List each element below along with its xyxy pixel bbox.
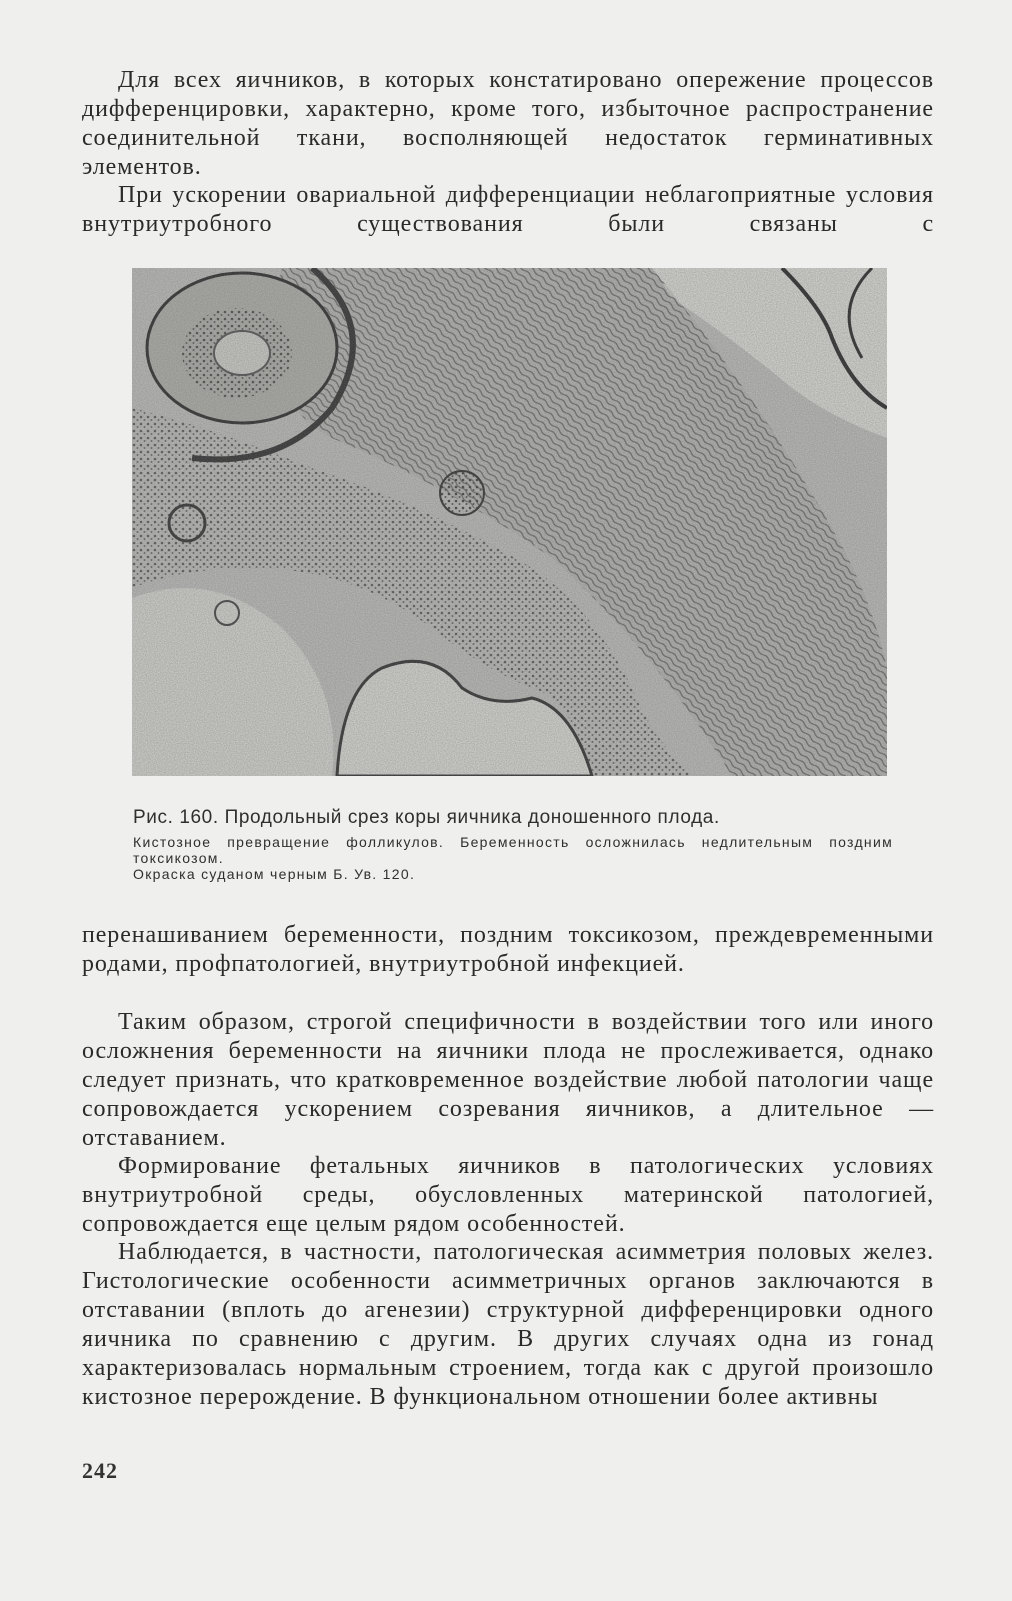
micrograph-image	[132, 268, 887, 776]
paragraph-3: перенашиванием беременности, поздним токсикозом, преждевременными родами, профпатологией, внутриутробной инфекцией.	[82, 922, 934, 977]
paragraph-2: При ускорении овариальной дифференциации неблагоприятные условия внутриутробного существования были связаны с	[82, 182, 934, 237]
paragraph-1: Для всех яичников, в которых констатировано опережение процессов дифференцировки, характерно, кроме того, избыточное распространение соединительной ткани, восполняющей недостаток герминативных элементов.	[82, 67, 934, 180]
caption-description: Кистозное превращение фолликулов. Беременность осложнилась недлительным поздним токсикозом.	[133, 834, 893, 866]
page-number: 242	[82, 1458, 118, 1483]
caption-title: Рис. 160. Продольный срез коры яичника доношенного плода.	[133, 807, 720, 828]
paragraph-5: Формирование фетальных яичников в патологических условиях внутриутробной среды, обусловленных материнской патологией, сопровождается еще целым рядом особенностей.	[82, 1153, 934, 1237]
paragraph-4: Таким образом, строгой специфичности в воздействии того или иного осложнения беременности на яичники плода не прослеживается, однако следует признать, что кратковременное воздействие любой патологии чаще сопровождается ускорением созревания яичников, а длительное — отставанием.	[82, 1009, 934, 1151]
caption-stain: Окраска суданом черным Б. Ув. 120.	[133, 866, 416, 882]
figure-micrograph	[132, 268, 887, 776]
figure-caption	[133, 806, 893, 882]
paragraph-6: Наблюдается, в частности, патологическая асимметрия половых желез. Гистологические особенности асимметричных органов заключаются в отставании (вплоть до агенезии) структурной дифференцировки одного яичника по сравнению с другим. В других случаях одна из гонад характеризовалась нормальным строением, тогда как с другой произошло кистозное перерождение. В функциональном отношении более активны	[82, 1239, 934, 1410]
